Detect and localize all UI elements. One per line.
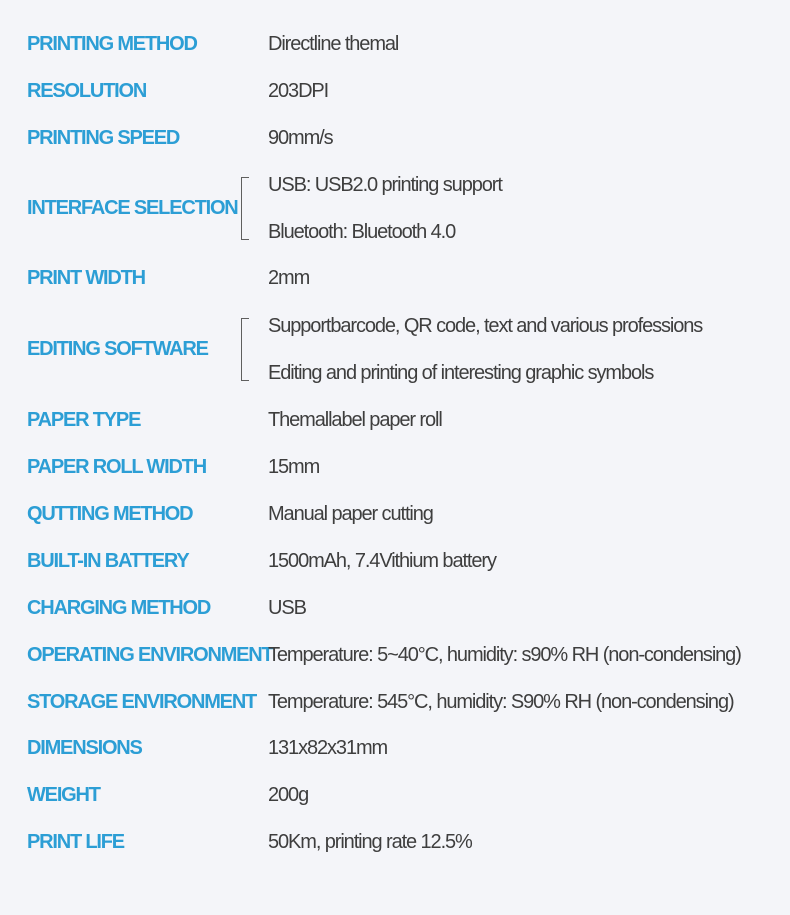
spec-label: PRINTING METHOD — [27, 33, 197, 55]
spec-value: 15mm — [268, 456, 320, 478]
spec-label: DIMENSIONS — [27, 737, 142, 759]
bracket-divider — [241, 318, 249, 381]
spec-label: RESOLUTION — [27, 80, 147, 102]
spec-label: EDITING SOFTWARE — [27, 338, 208, 360]
spec-value: USB — [268, 597, 306, 619]
spec-value: Manual paper cutting — [268, 503, 433, 525]
spec-value: Supportbarcode, QR code, text and various professions — [268, 315, 703, 337]
spec-value: Temperature: 5~40°C, humidity: s90% RH (non-condensing) — [268, 644, 741, 666]
spec-value: 1500mAh, 7.4Vithium battery — [268, 550, 496, 572]
spec-value: Temperature: 545°C, humidity: S90% RH (non-condensing) — [268, 691, 734, 713]
spec-value: Themallabel paper roll — [268, 409, 442, 431]
spec-value: 50Km, printing rate 12.5% — [268, 831, 472, 853]
bracket-divider — [241, 177, 249, 240]
spec-value: Editing and printing of interesting graphic symbols — [268, 362, 654, 384]
spec-label: WEIGHT — [27, 784, 100, 806]
spec-label: CHARGING METHOD — [27, 597, 211, 619]
spec-label: QUTTING METHOD — [27, 503, 193, 525]
spec-value: USB: USB2.0 printing support — [268, 174, 502, 196]
spec-value: 131x82x31mm — [268, 737, 388, 759]
spec-label: PAPER TYPE — [27, 409, 141, 431]
spec-label: STORAGE ENVIRONMENT — [27, 691, 257, 713]
spec-value: 203DPI — [268, 80, 329, 102]
spec-label: PAPER ROLL WIDTH — [27, 456, 206, 478]
spec-value: 90mm/s — [268, 127, 333, 149]
spec-value: 200g — [268, 784, 309, 806]
spec-label: PRINT LIFE — [27, 831, 124, 853]
spec-value: 2mm — [268, 267, 310, 289]
spec-label: PRINT WIDTH — [27, 267, 145, 289]
spec-label: BUILT-IN BATTERY — [27, 550, 189, 572]
spec-value: Directline themal — [268, 33, 399, 55]
spec-label: OPERATING ENVIRONMENT — [27, 644, 273, 666]
spec-label: INTERFACE SELECTION — [27, 197, 238, 219]
spec-label: PRINTING SPEED — [27, 127, 180, 149]
spec-value: Bluetooth: Bluetooth 4.0 — [268, 221, 456, 243]
